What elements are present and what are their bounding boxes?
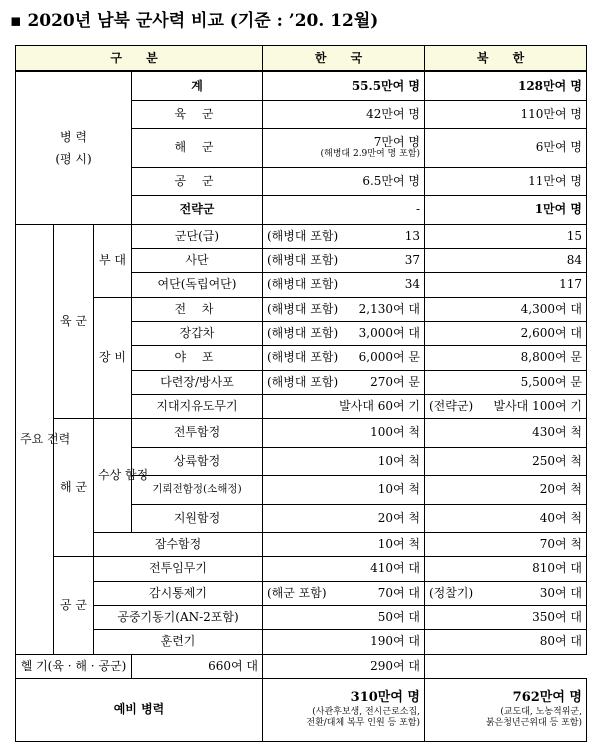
strategic-troops-south: -: [263, 196, 425, 224]
trainer-label: 훈련기: [94, 630, 263, 654]
brigade-note: (해병대 포함): [267, 277, 339, 292]
combat-ship-south: 100여 척: [263, 419, 425, 447]
support-ship-south: 20여 척: [263, 504, 425, 532]
submarine-label: 잠수함정: [94, 532, 263, 556]
reserve-south-note-1: (사관후보생, 전시근로소집,: [312, 706, 420, 717]
total-south: 55.5만여 명: [263, 71, 425, 100]
surface-ships-label: 수상 함정: [94, 419, 132, 533]
helicopter-south: 660여 대: [132, 654, 263, 678]
mine-ship-north: 20여 척: [425, 476, 587, 504]
submarine-north: 70여 척: [425, 532, 587, 556]
division-north: 84: [425, 248, 587, 272]
mine-ship-label: 기뢰전함정(소해정): [132, 476, 263, 504]
army-troops-north: 110만여 명: [425, 100, 587, 128]
strategic-troops-label: 전략군: [132, 196, 263, 224]
strategic-troops-north: 1만여 명: [425, 196, 587, 224]
surveillance-north-note: (정찰기): [429, 585, 474, 600]
reserve-label: 예비 병력: [16, 678, 263, 741]
ssm-north-note: (전략군): [429, 399, 474, 414]
header-north: 북 한: [425, 46, 587, 72]
table-row: [16, 71, 587, 100]
landing-ship-south: 10여 척: [263, 447, 425, 475]
table-row: [16, 297, 587, 321]
troops-label-sub: (평 시): [55, 151, 92, 166]
airlift-label: 공중기동기(AN-2포함): [94, 605, 263, 629]
reserve-south-note-2: 전환/대체 복무 인원 등 포함): [306, 717, 420, 728]
corps-south-value: 13: [404, 228, 420, 243]
reserve-north-value: 762만여 명: [512, 689, 582, 705]
table-row: [16, 224, 587, 248]
trainer-north: 80여 대: [425, 630, 587, 654]
page-title: ▪ 2020년 남북 군사력 비교 (기준 : ’20. 12월): [10, 11, 379, 31]
mine-ship-south: 10여 척: [263, 476, 425, 504]
table-row: [16, 532, 587, 556]
reserve-north-note-2: 붉은청년근위대 등 포함): [485, 717, 582, 728]
helicopter-north: 290여 대: [263, 654, 425, 678]
support-ship-north: 40여 척: [425, 504, 587, 532]
table-row: [16, 630, 587, 654]
airforce-troops-south: 6.5만여 명: [263, 167, 425, 195]
fighter-label: 전투임무기: [94, 557, 263, 581]
combat-ship-label: 전투함정: [132, 419, 263, 447]
navy-troops-south-note: (해병대 2.9만여 명 포함): [320, 148, 420, 159]
brigade-label: 여단(독립여단): [132, 273, 263, 297]
artillery-north: 8,800여 문: [425, 346, 587, 370]
surveillance-north: [425, 581, 587, 605]
army-equip-label: 장 비: [94, 297, 132, 419]
brigade-south-value: 34: [404, 277, 420, 292]
ssm-north-value: 발사대 100여 기: [493, 399, 582, 414]
artillery-note: (해병대 포함): [267, 350, 339, 365]
table-row: [16, 557, 587, 581]
reserve-south-value: 310만여 명: [350, 689, 420, 705]
header-south: 한 국: [263, 46, 425, 72]
airforce-troops-north: 11만여 명: [425, 167, 587, 195]
apc-north: 2,600여 대: [425, 321, 587, 345]
corps-south: [263, 224, 425, 248]
mlrs-south-value: 270여 문: [370, 374, 420, 389]
surveillance-south: [263, 581, 425, 605]
header-category: 구 분: [16, 46, 263, 72]
surveillance-north-value: 30여 대: [539, 585, 582, 600]
tank-note: (해병대 포함): [267, 301, 339, 316]
division-south-value: 37: [404, 253, 420, 268]
army-troops-south: 42만여 명: [263, 100, 425, 128]
apc-label: 장갑차: [132, 321, 263, 345]
helicopter-label: 헬 기(육 · 해 · 공군): [16, 654, 132, 678]
fighter-north: 810여 대: [425, 557, 587, 581]
artillery-label: 야 포: [132, 346, 263, 370]
surveillance-label: 감시통제기: [94, 581, 263, 605]
table-header-row: [16, 46, 587, 72]
navy-power-label: 해 군: [54, 419, 94, 557]
division-south: [263, 248, 425, 272]
table-row: [16, 605, 587, 629]
airlift-south: 50여 대: [263, 605, 425, 629]
ssm-label: 지대지유도무기: [132, 394, 263, 418]
navy-troops-south-value: 7만여 명: [373, 134, 420, 149]
army-power-label: 육 군: [54, 224, 94, 419]
troops-label: [16, 71, 132, 224]
table-row: [16, 678, 587, 741]
army-units-label: 부 대: [94, 224, 132, 297]
surveillance-south-note: (해군 포함): [267, 585, 327, 600]
tank-south: [263, 297, 425, 321]
corps-north: 15: [425, 224, 587, 248]
navy-troops-south: [263, 129, 425, 168]
trainer-south: 190여 대: [263, 630, 425, 654]
tank-label: 전 차: [132, 297, 263, 321]
apc-south-value: 3,000여 대: [358, 326, 420, 341]
surveillance-south-value: 70여 대: [377, 585, 420, 600]
total-label: 계: [132, 71, 263, 100]
main-power-label: 주요 전력: [16, 224, 54, 654]
military-comparison-table: [15, 45, 587, 742]
total-north: 128만여 명: [425, 71, 587, 100]
troops-label-main: 병 력: [60, 129, 87, 144]
brigade-south: [263, 273, 425, 297]
air-power-label: 공 군: [54, 557, 94, 654]
fighter-south: 410여 대: [263, 557, 425, 581]
division-label: 사단: [132, 248, 263, 272]
table-row: [16, 581, 587, 605]
corps-label: 군단(급): [132, 224, 263, 248]
artillery-south: [263, 346, 425, 370]
corps-note: (해병대 포함): [267, 228, 339, 243]
airlift-north: 350여 대: [425, 605, 587, 629]
reserve-north: [425, 678, 587, 741]
brigade-north: 117: [425, 273, 587, 297]
reserve-south: [263, 678, 425, 741]
landing-ship-north: 250여 척: [425, 447, 587, 475]
mlrs-south: [263, 370, 425, 394]
apc-south: [263, 321, 425, 345]
ssm-south: 발사대 60여 기: [263, 394, 425, 418]
mlrs-label: 다련장/방사포: [132, 370, 263, 394]
artillery-south-value: 6,000여 문: [358, 350, 420, 365]
support-ship-label: 지원함정: [132, 504, 263, 532]
table-row: [16, 654, 587, 678]
army-troops-label: 육 군: [132, 100, 263, 128]
tank-north: 4,300여 대: [425, 297, 587, 321]
division-note: (해병대 포함): [267, 253, 339, 268]
ssm-north: [425, 394, 587, 418]
airforce-troops-label: 공 군: [132, 167, 263, 195]
apc-note: (해병대 포함): [267, 326, 339, 341]
table-row: [16, 419, 587, 447]
reserve-north-note-1: (교도대, 노농적위군,: [500, 706, 582, 717]
navy-troops-north: 6만여 명: [425, 129, 587, 168]
submarine-south: 10여 척: [263, 532, 425, 556]
tank-south-value: 2,130여 대: [358, 301, 420, 316]
landing-ship-label: 상륙함정: [132, 447, 263, 475]
mlrs-north: 5,500여 문: [425, 370, 587, 394]
mlrs-note: (해병대 포함): [267, 374, 339, 389]
navy-troops-label: 해 군: [132, 129, 263, 168]
combat-ship-north: 430여 척: [425, 419, 587, 447]
